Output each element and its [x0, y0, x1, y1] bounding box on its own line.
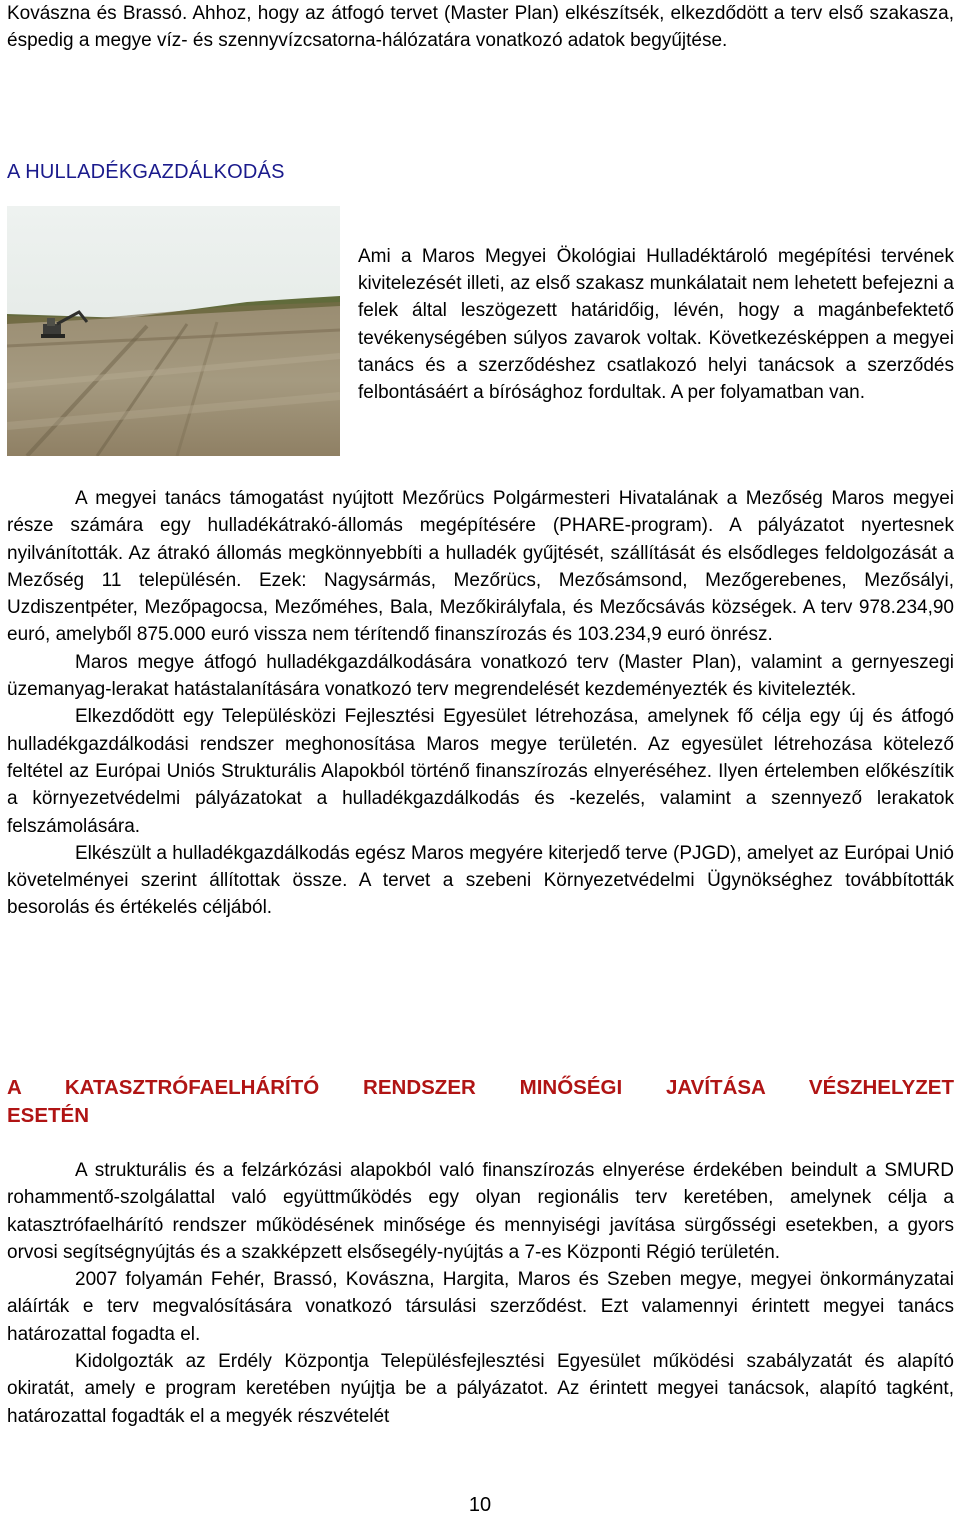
- disaster-paragraphs: [7, 1157, 954, 1430]
- side-paragraph: Ami a Maros Megyei Ökológiai Hulladéktároló megépítési tervének kivitelezését illeti, az első szakasz munkálatait nem lehetett befejezni a felek által leszögezett határidőig, lévén, hogy a magánbefektető tevékenységében súlyos zavarok voltak. Következésképpen a megyei tanács és a szerződéshez csatlakozó helyi tanácsok a szerződés felbontásáért a bírósághoz fordultak. A per folyamatban van.: [358, 246, 954, 404]
- paragraph: A megyei tanács támogatást nyújtott Mezőrücs Polgármesteri Hivatalának a Mezőség Maros megyei része számára egy hulladékátrakó-állomás megépítésére (PHARE-program). A pályázatot nyertesnek nyilvánították. Az átrakó állomás megkönnyebbíti a hulladék gyűjtését, szállítását és elsődleges feldolgozását a Mezőség 11 településén. Ezek: Nagysármás, Mezőrücs, Mezősámsond, Mezőgerebenes, Mezősályi, Uzdiszentpéter, Mezőpagocsa, Mezőméhes, Bala, Mezőkirályfala, és Mezőcsávás községek. A terv 978.234,90 euró, amelyből 875.000 euró vissza nem térítendő finanszírozás és 103.234,9 euró önrész.: [7, 488, 954, 646]
- section-heading-waste: A HULLADÉKGAZDÁLKODÁS: [7, 161, 285, 183]
- intro-block: [7, 0, 954, 55]
- paragraph: Elkezdődött egy Településközi Fejlesztési Egyesület létrehozása, amelynek fő célja egy új és átfogó hulladékgazdálkodási rendszer meghonosítása Maros megye területén. Az egyesület létrehozása kötelező feltétel az Európai Uniós Strukturális Alapokból történő finanszírozás elnyeréséhez. Ilyen értelemben előkészítik a környezetvédelmi pályázatokat a hulladékgazdálkodás és -kezelés, valamint a szennyező lerakatok felszámolására.: [7, 706, 954, 837]
- paragraph: Maros megye átfogó hulladékgazdálkodására vonatkozó terv (Master Plan), valamint a gernyeszegi üzemanyag-lerakat hatástalanítására vonatkozó terv megrendelését kezdeményezték és kivitelezték.: [7, 651, 954, 701]
- paragraph: Elkészült a hulladékgazdálkodás egész Maros megyére kiterjedő terve (PJGD), amelyet az Európai Unió követelményei szerint állítottak össze. A tervet a szebeni Környezetvédelmi Ügynökséghez továbbították besorolás és értékelés céljából.: [7, 842, 954, 919]
- paragraph: Kidolgozták az Erdély Központja Településfejlesztési Egyesület működési szabályzatát és alapító okiratát, amely e program keretében nyújtja be a pályázatot. Az érintett megyei tanácsok, alapító tagként, határozattal fogadták el a megyék részvételét: [7, 1351, 954, 1427]
- side-paragraph-block: [358, 243, 954, 406]
- page-number: 10: [468, 1494, 492, 1516]
- paragraph: A strukturális és a felzárkózási alapokból való finanszírozás elnyerése érdekében beindult a SMURD rohammentő-szolgálattal való együttműködés egy olyan regionális terv keretében, amelynek célja a katasztrófaelhárító rendszer működésének minősége és mennyiségi javítása sürgősségi esetekben, a gyors orvosi segítségnyújtás és a szakképzett elsősegély-nyújtás a 7-es Központi Régió területén.: [7, 1160, 954, 1263]
- intro-paragraph: Kovászna és Brassó. Ahhoz, hogy az átfogó tervet (Master Plan) elkészítsék, elkezdődött a terv első szakasza, éspedig a megye víz- és szennyvízcsatorna-hálózatára vonatkozó adatok begyűjtése.: [7, 3, 954, 52]
- paragraph: 2007 folyamán Fehér, Brassó, Kovászna, Hargita, Maros és Szeben megye, megyei önkormányzatai aláírták e terv megvalósítására vonatkozó társulási szerződést. Ezt valamennyi érintett megyei tanács határozattal fogadta el.: [7, 1269, 954, 1345]
- waste-paragraphs: [7, 485, 954, 922]
- section-heading-disaster: A KATASZTRÓFAELHÁRÍTÓ RENDSZER MINŐSÉGI JAVÍTÁSA VÉSZHELYZET ESETÉN: [7, 1076, 954, 1127]
- construction-site-photo: [7, 206, 340, 456]
